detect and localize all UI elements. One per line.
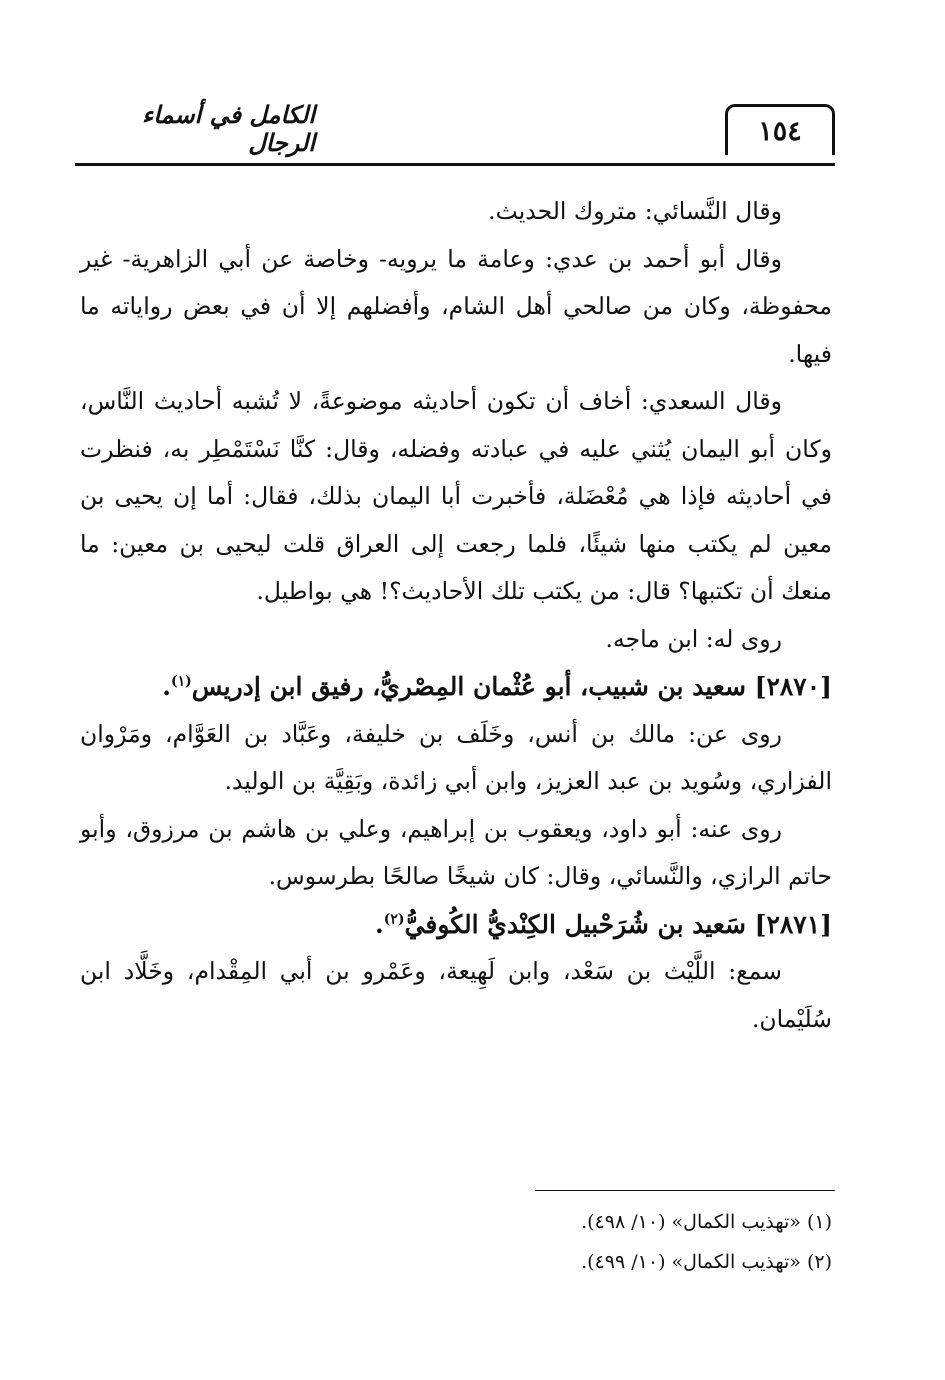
entry-end-2870: . [162, 672, 171, 701]
header-rule [75, 163, 835, 166]
paragraph-ibn-adi: وقال أبو أحمد بن عدي: وعامة ما يرويه- وخاصة عن أبي الزاهرية- غير محفوظة، وكان من صالحي أهل الشام، وأفضلهم إلا أن في بعض رواياته ما فيها. [80, 244, 832, 368]
entry-end-2871: . [375, 909, 384, 939]
entry-title-2870: [٢٨٧٠] سعيد بن شبيب، أبو عُثْمان المِصْريُّ، رفيق ابن إدريس [191, 672, 832, 701]
paragraph-narrated-by-2870: روى عنه: أبو داود، ويعقوب بن إبراهيم، وعلي بن هاشم بن مرزوق، وأبو حاتم الرازي، والنَّسائي، وقال: كان شيخًا صالحًا بطرسوس. [80, 814, 832, 890]
main-text [80, 188, 832, 1043]
entry-heading-2870 [80, 663, 832, 711]
entry-title-2871: [٢٨٧١] سَعيد بن شُرَحْبيل الكِنْديُّ الكُوفيُّ [404, 909, 832, 939]
entry-heading-2871 [80, 901, 832, 949]
paragraph-saadi: وقال السعدي: أخاف أن تكون أحاديثه موضوعةً، لا تُشبه أحاديث النَّاس، وكان أبو اليمان يُثني عليه في عبادته وفضله، وقال: كنَّا نَسْتَمْطِر به، فنظرت في أحاديثه فإذا هي مُعْضَلة، فأخبرت أبا اليمان بذلك، فقال: أما إن يحيى بن معين لم يكتب منها شيئًا، فلما رجعت إلى العراق قلت ليحيى بن معين: ما منعك أن تكتبها؟ قال: من يكتب تلك الأحاديث؟! هي بواطيل. [80, 387, 832, 605]
page-number: ١٥٤ [725, 104, 835, 155]
footnote-marker-1: (١) [171, 673, 192, 690]
paragraph-nasai: وقال النَّسائي: متروك الحديث. [488, 197, 782, 225]
footnote-1: (١) «تهذيب الكمال» (١٠/ ٤٩٨). [581, 1211, 832, 1233]
footnotes [80, 1202, 832, 1282]
footnote-marker-2: (٢) [383, 911, 405, 928]
footnote-2: (٢) «تهذيب الكمال» (١٠/ ٤٩٩). [581, 1251, 832, 1273]
footnote-rule [535, 1190, 835, 1191]
paragraph-ibn-majah: روى له: ابن ماجه. [605, 624, 782, 653]
paragraph-heard-2871: سمع: اللَّيْث بن سَعْد، وابن لَهِيعة، وعَمْرو بن أبي المِقْدام، وخَلَّاد ابن سُلَيْمان. [80, 957, 832, 1033]
page-header [75, 98, 835, 166]
book-title: الكامل في أسماء الرجال [141, 101, 315, 157]
paragraph-narrated-from-2870: روى عن: مالك بن أنس، وخَلَف بن خليفة، وعَبَّاد بن العَوَّام، ومَرْوان الفزاري، وسُويد بن عبد العزيز، وابن أبي زائدة، وبَقِيَّة بن الوليد. [80, 719, 832, 795]
